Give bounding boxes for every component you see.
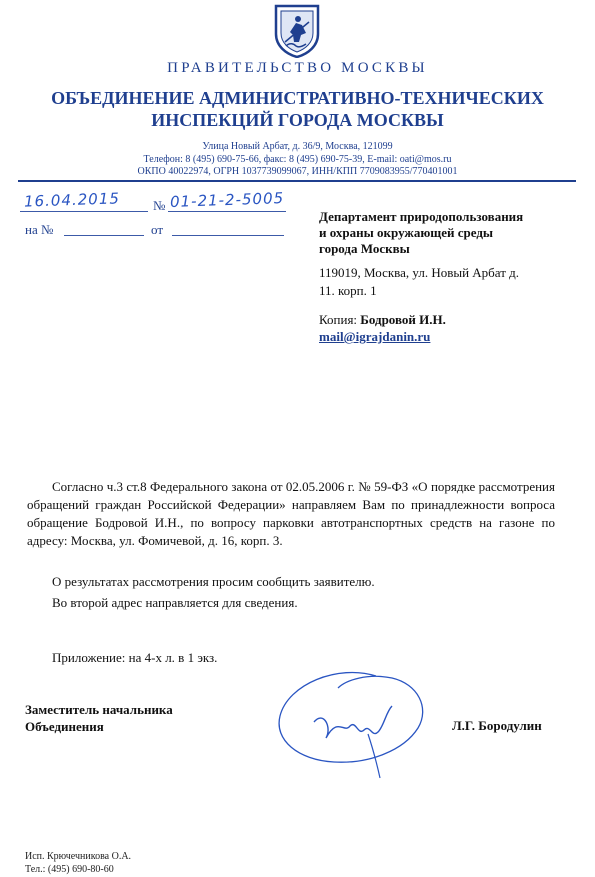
executor-info	[25, 850, 131, 876]
number-sign: №	[153, 198, 166, 213]
organization-name-line1: ОБЪЕДИНЕНИЕ АДМИНИСТРАТИВНО-ТЕХНИЧЕСКИХ	[51, 88, 544, 108]
recipient-address	[319, 264, 579, 300]
government-title: ПРАВИТЕЛЬСТВО МОСКВЫ	[167, 60, 428, 76]
letter-body-paragraph: Согласно ч.3 ст.8 Федерального закона от 02.05.2006 г. № 59-ФЗ «О порядке рассмотрения обращений граждан Российской Федерации» направляем Вам по принадлежности вопроса обращение Бодровой И.Н., по вопросу парковки автотранспортных средств на газоне по адресу: Москва, ул. Фомичевой, д. 16, корп. 3.	[27, 479, 555, 548]
copy-email-link[interactable]: mail@igrajdanin.ru	[319, 329, 431, 344]
signatory-position-line2: Объединения	[25, 719, 104, 734]
reference-date-line	[172, 235, 284, 236]
reference-label: на №	[25, 222, 54, 237]
signatory-position	[25, 701, 173, 735]
executor-phone: Тел.: (495) 690-80-60	[25, 864, 114, 875]
copy-name: Бодровой И.Н.	[360, 312, 446, 327]
moscow-coat-of-arms-icon	[272, 4, 322, 58]
attachment-note: Приложение: на 4-х л. в 1 экз.	[52, 650, 218, 665]
copy-recipient	[319, 311, 446, 345]
organization-address: Улица Новый Арбат, д. 36/9, Москва, 121099	[202, 141, 393, 152]
recipient-address-line2: 11. корп. 1	[319, 283, 377, 298]
handwritten-signature-icon	[268, 664, 448, 786]
letterhead-contacts	[0, 141, 595, 179]
signatory-position-line1: Заместитель начальника	[25, 702, 173, 717]
executor-name: Исп. Крючечникова О.А.	[25, 851, 132, 862]
reference-number-line	[64, 235, 144, 236]
organization-codes: ОКПО 40022974, ОГРН 1037739099067, ИНН/КПП 7709083955/770401001	[137, 166, 458, 177]
recipient-name	[319, 209, 589, 257]
letter-request-paragraph: О результатах рассмотрения просим сообщить заявителю.	[52, 574, 375, 589]
letter-info-paragraph: Во второй адрес направляется для сведения.	[52, 595, 298, 610]
copy-label: Копия:	[319, 312, 358, 327]
recipient-name-line3: города Москвы	[319, 241, 410, 256]
signatory-name: Л.Г. Бородулин	[452, 718, 542, 733]
letterhead-divider	[18, 180, 576, 182]
date-underline	[20, 211, 148, 212]
outgoing-date: 16.04.2015	[23, 189, 121, 211]
outgoing-number: 01-21-2-5005	[169, 189, 285, 211]
reference-from-label: от	[151, 222, 164, 237]
organization-name-line2: ИНСПЕКЦИЙ ГОРОДА МОСКВЫ	[151, 110, 444, 130]
recipient-address-line1: 119019, Москва, ул. Новый Арбат д.	[319, 265, 520, 280]
organization-phone: Телефон: 8 (495) 690-75-66, факс: 8 (495) 690-75-39, E-mail: oati@mos.ru	[143, 153, 452, 165]
number-underline	[168, 211, 286, 212]
recipient-name-line1: Департамент природопользования	[319, 209, 524, 224]
recipient-name-line2: и охраны окружающей среды	[319, 225, 494, 240]
